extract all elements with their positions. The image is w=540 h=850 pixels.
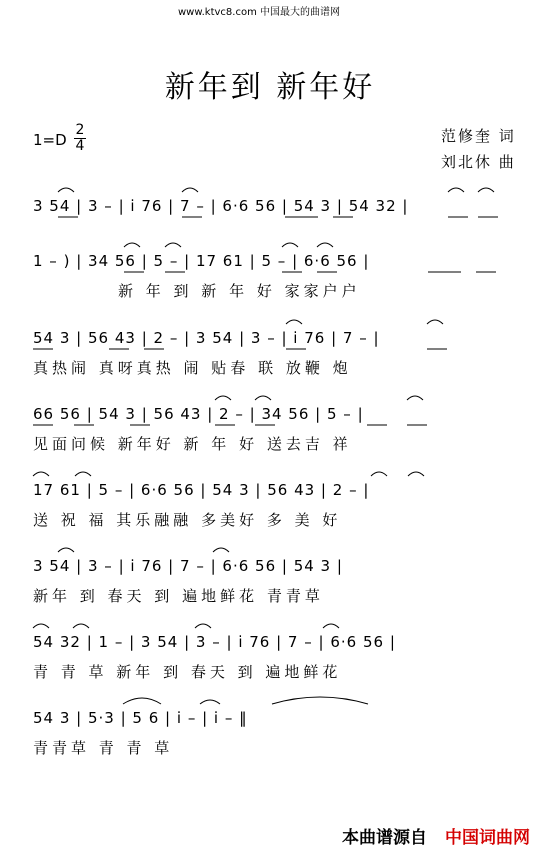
site-url: www.ktvc8.com 中国最大的曲谱网 (178, 7, 341, 18)
score-row-5 (0, 481, 540, 541)
notation-line: 3 54 | 3 – | i̇ 76 | 7 – | 6·6 56 | 54 3 | 54 32 | (33, 197, 409, 215)
lyric-line: 青 青 草 新年 到 春天 到 遍地鲜花 (33, 663, 342, 681)
lyric-line: 新年 到 春天 到 遍地鲜花 青青草 (33, 587, 324, 605)
lyric-line: 青青草 青 青 草 (33, 739, 174, 757)
time-signature-top: 2 (75, 122, 85, 138)
notation-line: 3 54 | 3 – | i̇ 76 | 7 – | 6·6 56 | 54 3 | (33, 557, 343, 575)
page-title: 新年到 新年好 (164, 70, 376, 105)
score-row-7 (0, 633, 540, 693)
score-row-6 (0, 557, 540, 617)
notation-line: 54 3 | 56 43 | 2 – | 3 54 | 3 – | i̇ 76 | 7 – | (33, 329, 380, 347)
time-signature (73, 124, 87, 153)
notation-line: 66 56 | 54 3 | 56 43 | 2 – | 34 56 | 5 – | (33, 405, 364, 423)
footer-source (342, 823, 530, 848)
lyric-line: 送 祝 福 其乐融融 多美好 多 美 好 (33, 511, 342, 529)
footer-source-label: 本曲谱源自 (342, 828, 427, 848)
composer-credit: 刘北休 曲 (441, 153, 516, 171)
lyric-line: 见面问候 新年好 新 年 好 送去吉 祥 (33, 435, 352, 453)
score-row-8 (0, 709, 540, 769)
notation-line: 54 3 | 5·3 | 5 6 | i̇ – | i̇ – ‖ (33, 709, 248, 727)
key-signature: 1=D (33, 131, 67, 149)
notation-line: 17 61 | 5 – | 6·6 56 | 54 3 | 56 43 | 2 – | (33, 481, 370, 499)
notation-line: 1 – ) | 34 56 | 5 – | 17 61 | 5 – | 6·6 56 | (33, 252, 370, 270)
score-row-1 (0, 197, 540, 257)
lyric-line: 新 年 到 新 年 好 家家户户 (118, 282, 361, 300)
footer-brand-link[interactable]: 中国词曲网 (445, 828, 530, 848)
lyricist-credit: 范修奎 词 (441, 127, 516, 145)
lyric-line: 真热闹 真呀真热 闹 贴春 联 放鞭 炮 (33, 359, 352, 377)
score-row-4 (0, 405, 540, 465)
score-row-3 (0, 329, 540, 389)
score-row-2 (0, 252, 540, 312)
time-signature-bottom: 4 (75, 138, 85, 154)
notation-line: 54 32 | 1 – | 3 54 | 3 – | i̇ 76 | 7 – | 6·6 56 | (33, 633, 396, 651)
